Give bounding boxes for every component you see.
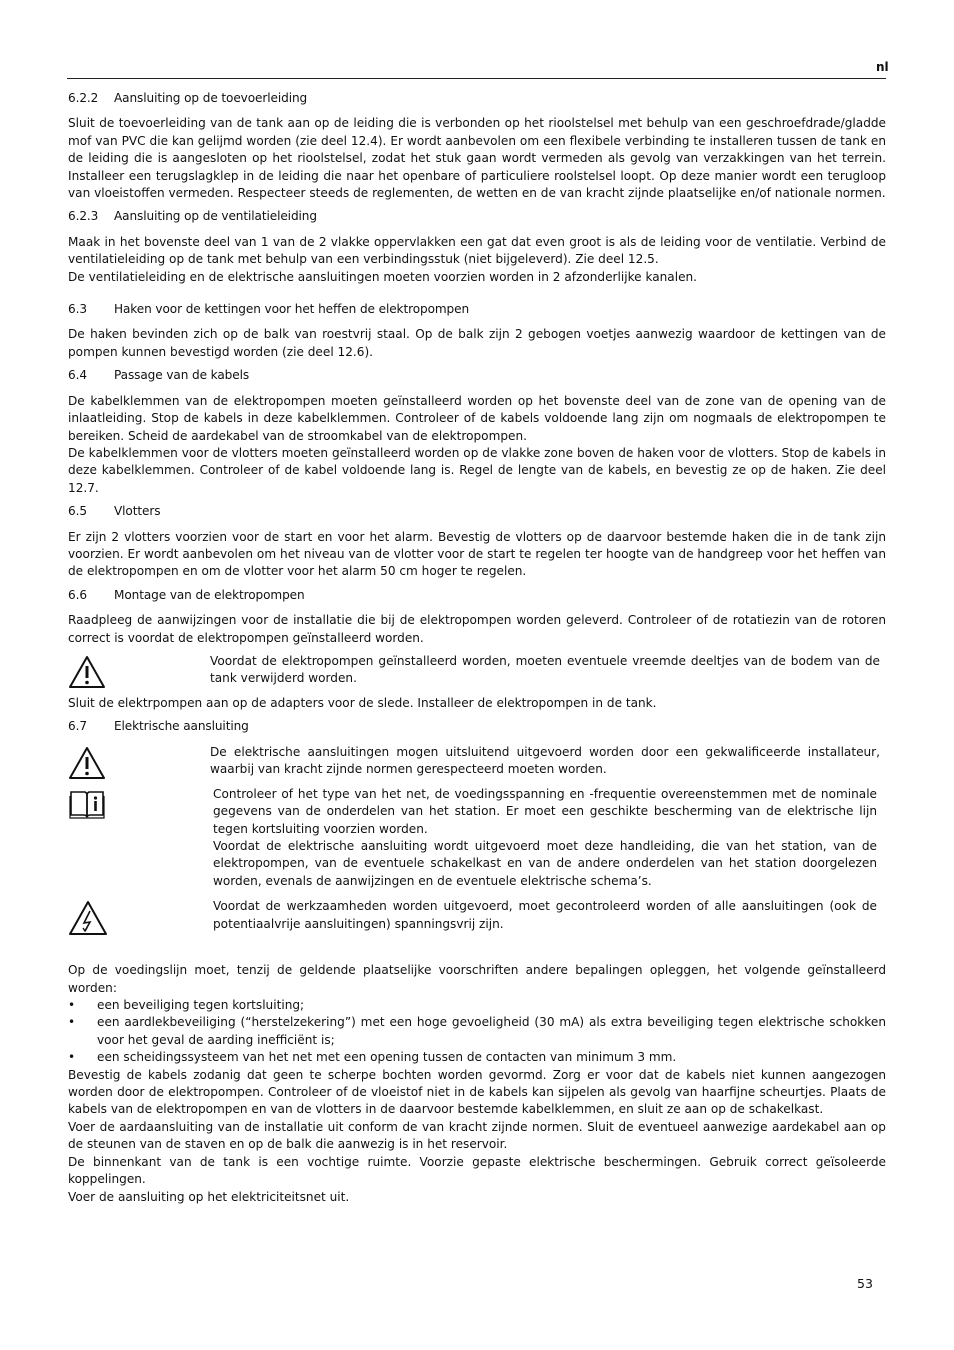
electric-hazard-icon <box>68 900 108 936</box>
warning-note <box>68 653 886 689</box>
paragraph: De ventilatieleiding en de elektrische aansluitingen moeten voorzien worden in 2 afzonderlijke kanalen. <box>68 269 698 284</box>
paragraph: Voer de aardaansluiting van de installatie uit conform de van kracht zijnde normen. Sluit de eventueel aanwezige aardekabel aan op de steunen van de staven en op de balk die aanwezig is in het reservoir. <box>68 1119 886 1152</box>
warning-text: Voordat de elektropompen geïnstalleerd worden, moeten eventuele vreemde deeltjes van de bodem van de tank verwijderd worden. <box>210 653 880 686</box>
page-content <box>68 90 886 1206</box>
section-title: Aansluiting op de ventilatieleiding <box>114 209 317 224</box>
section-number: 6.2.2 <box>68 91 99 105</box>
page-number: 53 <box>857 1276 873 1291</box>
paragraph: De haken bevinden zich op de balk van roestvrij staal. Op de balk zijn 2 gebogen voetjes aanwezig waardoor de kettingen van de pompen kunnen bevestigd worden (zie deel 12.6). <box>68 327 886 359</box>
paragraph: Bevestig de kabels zodanig dat geen te scherpe bochten worden gevormd. Zorg er voor dat de kabels niet kunnen aangezogen worden door de elektropompen. Controleer of de vloeistof niet in de kabels kan sijpelen als gevolg van haarfijne scheurtjes. Plaats de kabels van de elektropompen en van de vlotters in de daarvoor bestemde kabelklemmen, en sluit ze aan op de schakelkast. <box>68 1067 886 1117</box>
section-number: 6.6 <box>68 587 87 602</box>
warning-note <box>68 744 886 780</box>
bullet-symbol: • <box>68 998 76 1013</box>
section-number: 6.2.3 <box>68 209 99 224</box>
section-title: Passage van de kabels <box>114 368 250 383</box>
warning-triangle-icon <box>68 655 106 689</box>
section-number: 6.7 <box>68 719 87 734</box>
paragraph: De kabelklemmen voor de vlotters moeten geïnstalleerd worden op de vlakke zone boven de haken voor de vlotters. Stop de kabels in deze kabelklemmen. Controleer of de kabel voldoende lang is. Regel de lengte van de kabels, en bevestig ze op de haken. Zie deel 12.7. <box>68 445 886 495</box>
section-title: Elektrische aansluiting <box>114 719 249 734</box>
section-heading-6-7 <box>68 718 886 735</box>
paragraph: Voer de aansluiting op het elektriciteitsnet uit. <box>68 1189 350 1204</box>
list-item <box>68 1014 886 1049</box>
paragraph: Op de voedingslijn moet, tenzij de geldende plaatselijke voorschriften andere bepalingen opleggen, het volgende geïnstalleerd worden: <box>68 963 886 995</box>
paragraph: Raadpleeg de aanwijzingen voor de installatie die bij de elektropompen worden geleverd. Controleer of de rotatiezin van de rotoren correct is voordat de elektropompen geïnstalleerd worden. <box>68 613 886 645</box>
list-item-text: een scheidingssysteem van het net met een opening tussen de contacten van minimum 3 mm. <box>97 1050 677 1065</box>
section-heading-6-2-2 <box>68 90 886 107</box>
section-heading-6-2-3 <box>68 208 886 225</box>
section-number: 6.4 <box>68 368 87 383</box>
manual-note-text: Voordat de elektrische aansluiting wordt uitgevoerd moet deze handleiding, die van het station, van de elektropompen, van de eventuele schakelkast en van de andere onderdelen van het station doorgelezen worden, evenals de aanwijzingen en de eventuele elektrische schema’s. <box>213 839 877 888</box>
section-heading-6-3 <box>68 301 886 318</box>
section-title: Montage van de elektropompen <box>114 587 305 602</box>
language-code: nl <box>876 60 889 74</box>
section-heading-6-5 <box>68 503 886 520</box>
section-title: Aansluiting op de toevoerleiding <box>114 91 308 105</box>
bullet-symbol: • <box>68 1015 76 1030</box>
bullet-symbol: • <box>68 1050 76 1065</box>
manual-note <box>68 786 886 890</box>
electric-warning-text: Voordat de werkzaamheden worden uitgevoerd, moet gecontroleerd worden of alle aansluitingen (ook de potentiaalvrije aansluitingen) spanningsvrij zijn. <box>213 899 877 931</box>
header-rule <box>67 78 886 79</box>
warning-triangle-icon <box>68 746 106 780</box>
section-heading-6-6 <box>68 587 886 604</box>
paragraph: Sluit de toevoerleiding van de tank aan op de leiding die is verbonden op het rioolstelsel met behulp van een geschroefdrade/gladde mof van PVC die kan gelijmd worden (zie deel 12.4). Er wordt aanbevolen om een flexibele verbinding te installeren tussen de tank en de leiding die is aangesloten op het rioolstelsel, zodat het stuk gaan wordt vermeden als gevolg van verzakkingen van het terrein. Installeer een terugslagklep in de leiding die naar het openbare of particuliere roolstelsel loopt. Op deze manier wordt een terugloop van vloeistoffen vermeden. Respecteer steeds de reglementen, de wetten en de van kracht zijnde plaatselijke en/of nationale normen. <box>68 116 886 201</box>
section-title: Vlotters <box>114 504 161 519</box>
electric-warning-note <box>68 898 886 936</box>
read-manual-icon <box>68 788 106 820</box>
requirements-list <box>68 997 886 1067</box>
section-title: Haken voor de kettingen voor het heffen de elektropompen <box>114 302 470 317</box>
paragraph: De binnenkant van de tank is een vochtige ruimte. Voorzie gepaste elektrische beschermingen. Gebruik correct geïsoleerde koppelingen. <box>68 1154 886 1187</box>
list-item-text: een aardlekbeveiliging (“herstelzekering”) met een hoge gevoeligheid (30 mA) als extra beveiliging tegen elektrische schokken voor het geval de aarding inefficiënt is; <box>97 1015 886 1047</box>
manual-note-text: Controleer of het type van het net, de voedingsspanning en -frequentie overeenstemmen met de nominale gegevens van de onderdelen van het station. Er moet een geschikte bescherming van de elektrische lijn tegen kortsluiting voorzien worden. <box>213 786 877 836</box>
paragraph: Sluit de elektrpompen aan op de adapters voor de slede. Installeer de elektropompen in de tank. <box>68 695 657 710</box>
list-item <box>68 1049 886 1066</box>
section-number: 6.3 <box>68 302 87 317</box>
section-number: 6.5 <box>68 504 87 519</box>
list-item-text: een beveiliging tegen kortsluiting; <box>97 998 305 1013</box>
paragraph: Er zijn 2 vlotters voorzien voor de start en voor het alarm. Bevestig de vlotters op de daarvoor bestemde haken die in de tank zijn voorzien. Er wordt aanbevolen om het niveau van de vlotter voor de start te regelen ter hoogte van de handgreep voor het heffen van de elektropompen en om de vlotter voor het alarm 50 cm hoger te regelen. <box>68 529 886 579</box>
list-item <box>68 997 886 1014</box>
paragraph: Maak in het bovenste deel van 1 van de 2 vlakke oppervlakken een gat dat even groot is als de leiding voor de ventilatie. Verbind de ventilatieleiding op de tank met behulp van een verbindingsstuk (niet bijgeleverd). Zie deel 12.5. <box>68 234 886 267</box>
section-heading-6-4 <box>68 367 886 384</box>
warning-text: De elektrische aansluitingen mogen uitsluitend uitgevoerd worden door een gekwalificeerde installateur, waarbij van kracht zijnde normen gerespecteerd moeten worden. <box>210 744 880 777</box>
paragraph: De kabelklemmen van de elektropompen moeten geïnstalleerd worden op het bovenste deel van de zone van de opening van de inlaatleiding. Stop de kabels in deze kabelklemmen. Controleer of de kabels voldoende lang zijn om nogmaals de elektropompen te bereiken. Scheid de aardekabel van de stroomkabel van de elektropompen. <box>68 393 886 443</box>
